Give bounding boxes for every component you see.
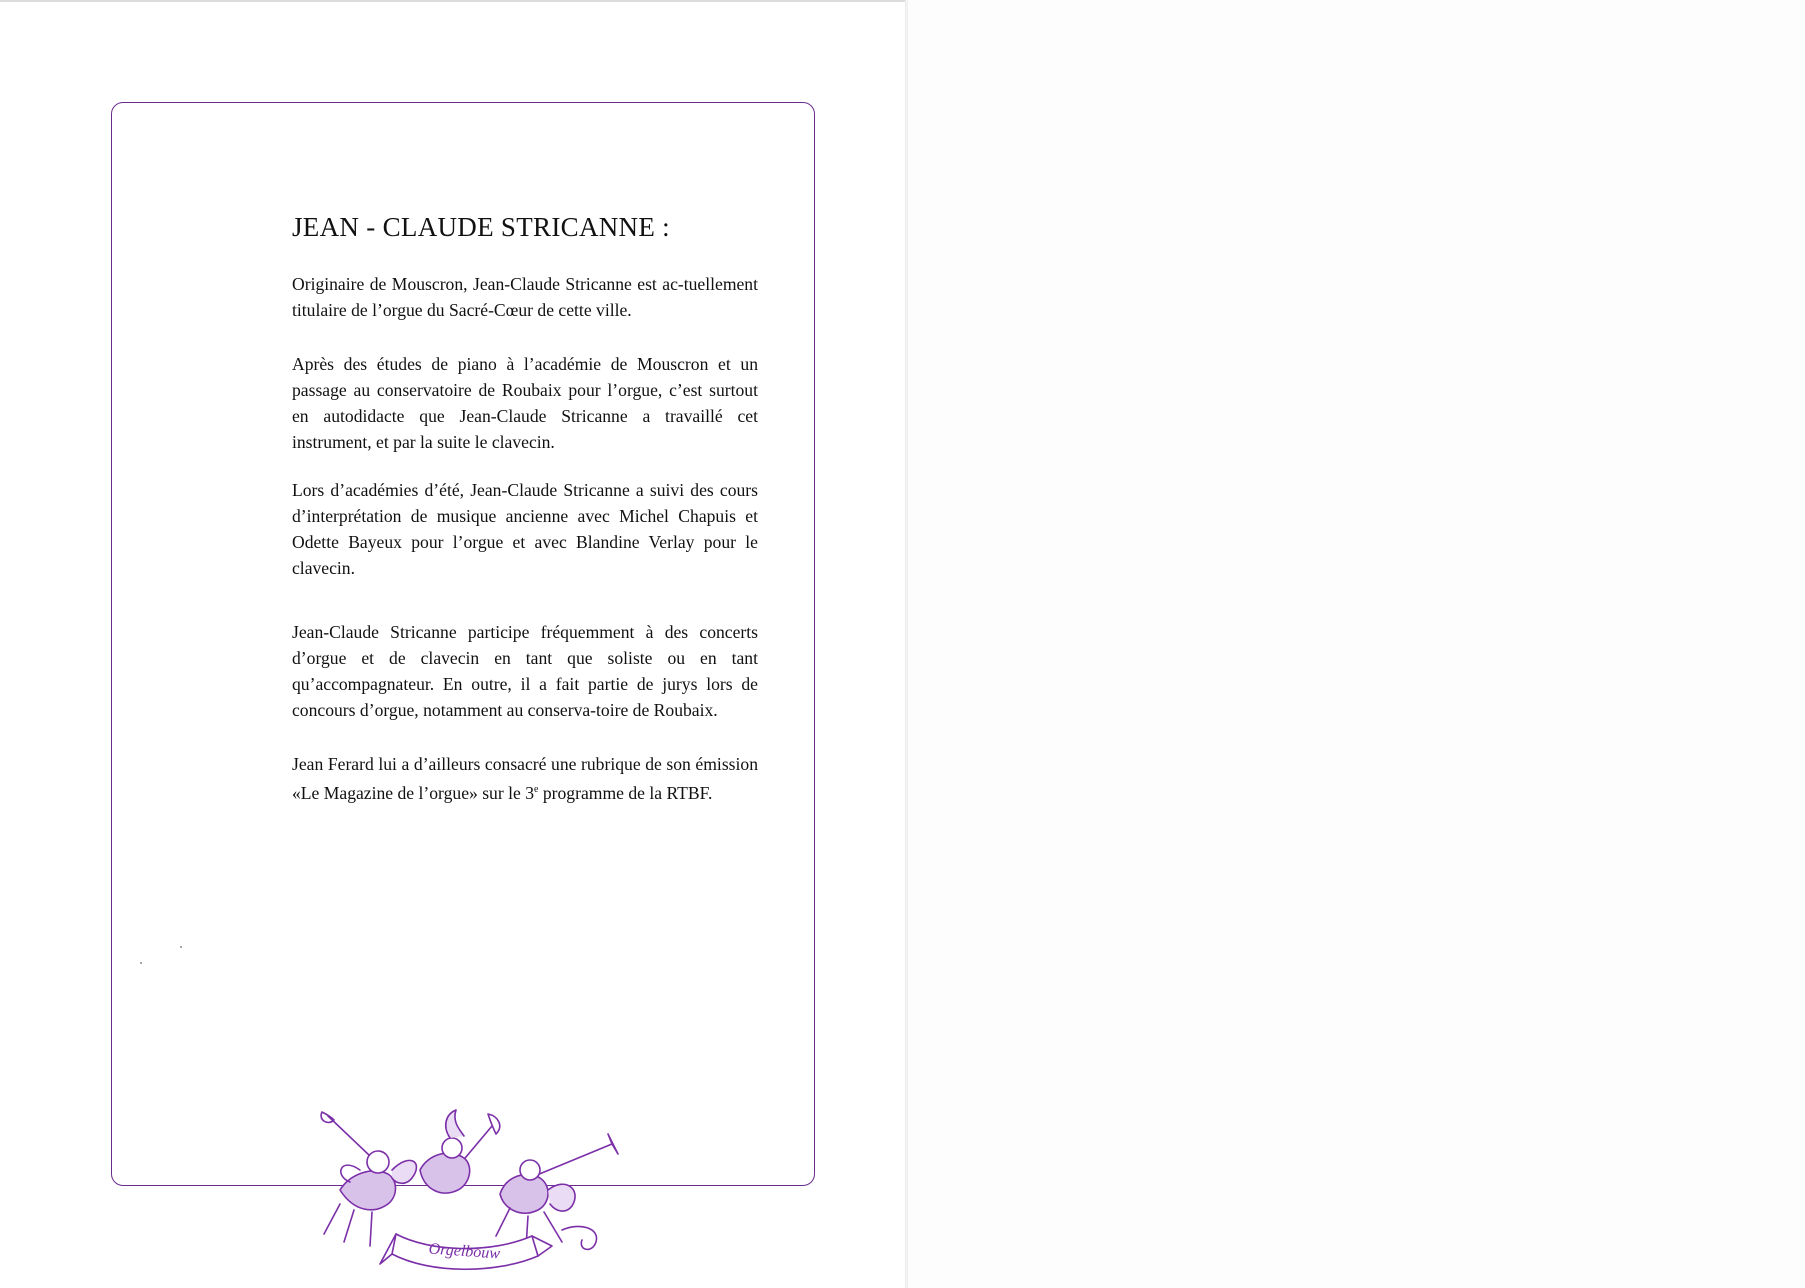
paragraph-studies: Après des études de piano à l’académie de Mouscron et un passage au conservatoire de Roubaix pour l’orgue, c’est surtout en autodidacte que Jean-Claude Stricanne a travaillé cet instrument, et par la suite le clavecin. <box>292 354 758 452</box>
trumpeting-angels-emblem-icon <box>300 1104 640 1284</box>
paragraph-origin: Originaire de Mouscron, Jean-Claude Stricanne est ac-tuellement titulaire de l’orgue du Sacré-Cœur de cette ville. <box>292 274 758 320</box>
radio-text-before: Jean Ferard lui a d’ailleurs consacré une rubrique de son émission «Le Magazine de l’orgue» sur le 3 <box>292 754 758 803</box>
biography-heading: JEAN - CLAUDE STRICANNE : <box>292 212 670 242</box>
paper-speck <box>140 962 142 964</box>
paragraph-radio <box>292 751 758 806</box>
paragraph-summer-academies: Lors d’académies d’été, Jean-Claude Stricanne a suivi des cours d’interprétation de musique ancienne avec Michel Chapuis et Odette Bayeux pour l’orgue et avec Blandine Verlay pour le clavecin. <box>292 480 758 578</box>
right-page-blank <box>908 0 1805 1288</box>
paragraph-concerts: Jean-Claude Stricanne participe fréquemment à des concerts d’orgue et de clavecin en tant que soliste ou en tant qu’accompagnateur. En outre, il a fait partie de jurys lors de concours d’orgue, notamment au conserva-toire de Roubaix. <box>292 622 758 720</box>
radio-text-after: programme de la RTBF. <box>538 782 713 803</box>
page-top-edge <box>0 0 905 2</box>
biography-text <box>292 212 758 806</box>
radio-text-sup: e <box>534 784 539 795</box>
paper-speck <box>180 946 182 948</box>
emblem-banner-text: Orgelbouw <box>428 1240 501 1263</box>
